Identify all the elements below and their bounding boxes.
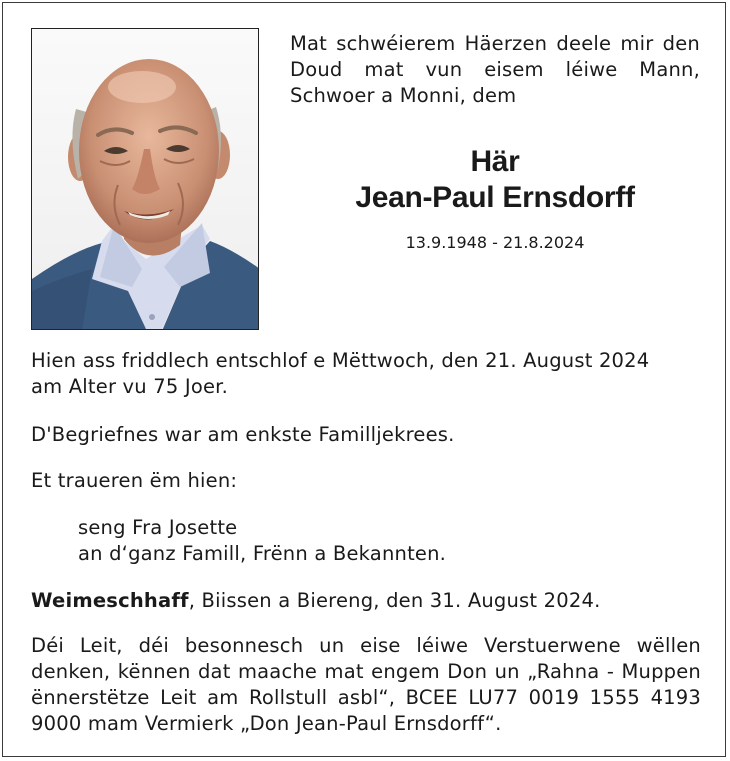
mourner-item: seng Fra Josette bbox=[78, 516, 238, 539]
honorific: Här bbox=[470, 145, 520, 178]
deceased-name: Jean-Paul Ernsdorff bbox=[355, 181, 635, 214]
mourners-list bbox=[78, 515, 698, 567]
portrait-illustration bbox=[32, 29, 259, 330]
signoff-place: Weimeschhaff bbox=[31, 589, 189, 612]
donation-paragraph: Déi Leit, déi besonnesch un eise léiwe Verstuerwene wëllen denken, kënnen dat maache mat engem Don un „Rahna - Muppen ënnerstëtze Leit am Rollstull asbl“, BCEE LU77 0019 1555 4193 9000 mam Vermierk „Don Jean-Paul Ernsdorff“. bbox=[31, 634, 701, 735]
intro-text: Mat schwéierem Häerzen deele mir den Doud mat vun eisem léiwe Mann, Schwoer a Monni, dem bbox=[290, 32, 700, 107]
signoff-rest: , Biissen a Biereng, den 31. August 2024. bbox=[188, 589, 601, 612]
portrait-photo bbox=[31, 28, 259, 330]
signoff-line bbox=[31, 588, 701, 614]
passed-away-line-2: am Alter vu 75 Joer. bbox=[31, 375, 228, 398]
passed-away-paragraph bbox=[31, 348, 701, 400]
mourners-intro: Et traueren ëm hien: bbox=[31, 469, 238, 492]
passed-away-line-1: Hien ass friddlech entschlof e Mëttwoch, den 21. August 2024 bbox=[31, 349, 650, 372]
burial-note: D'Begriefnes war am enkste Familljekrees. bbox=[31, 423, 455, 446]
life-dates: 13.9.1948 - 21.8.2024 bbox=[405, 233, 585, 252]
mourner-item: an d‘ganz Famill, Frënn a Bekannten. bbox=[78, 542, 447, 565]
